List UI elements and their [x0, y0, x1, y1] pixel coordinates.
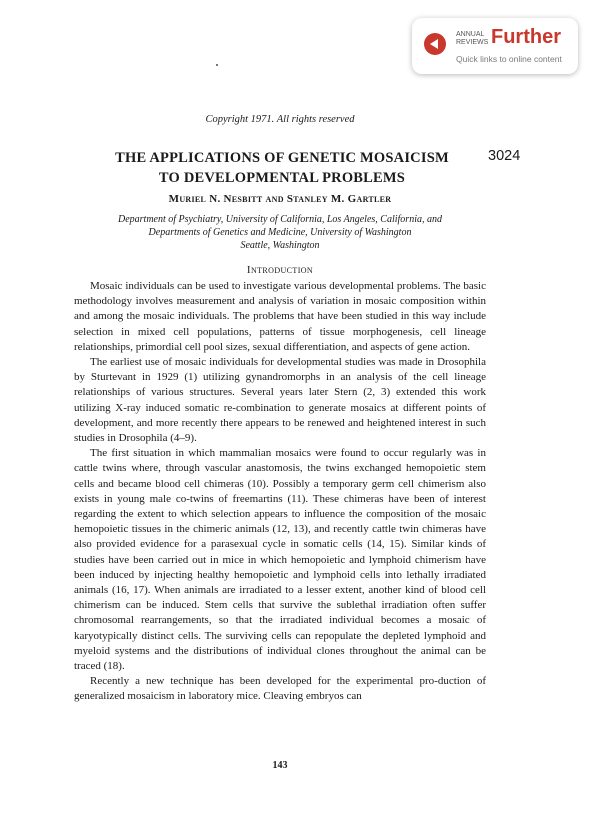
scan-speck [216, 64, 218, 66]
body-paragraph: Recently a new technique has been developed for the experimental pro-duction of generalized mosaicism in laboratory mice. Cleaving embryos can [74, 675, 486, 703]
page-number: 143 [272, 760, 288, 771]
article-title [52, 148, 512, 188]
article-number: 3024 [488, 148, 521, 164]
title-line-1: THE APPLICATIONS OF GENETIC MOSAICISM [115, 150, 449, 166]
annual-reviews-further-badge[interactable] [412, 18, 578, 74]
affiliation-line-1: Department of Psychiatry, University of California, Los Angeles, California, and [118, 214, 442, 225]
badge-subtitle: Quick links to online content [456, 54, 562, 64]
badge-line-annual: ANNUAL [456, 31, 485, 38]
title-line-2: TO DEVELOPMENTAL PROBLEMS [158, 170, 406, 186]
body-paragraph: The earliest use of mosaic individuals for developmental studies was made in Drosophila by Sturtevant in 1929 (1) utilizing gynandromorphs in an analysis of the cell lineage relationships of various structures. Several years later Stern (2, 3) extended this work utilizing X-ray induced somatic re-combination to generate mosaics at different points of development, and more recently there appears to be renewed and heightened interest in such studies in Drosophila (4–9). [74, 356, 486, 445]
badge-line-reviews: REVIEWS [456, 39, 489, 46]
body-paragraph: The first situation in which mammalian mosaics were found to occur regularly was in cattle twins where, through vascular anastomosis, the twins exchanged hemopoietic stem cells and became blood cell chimeras (10). Possibly a temporary germ cell chimerism also exists in young male co-twins of freemartins (11). These chimeras have been of interest regarding the extent to which selection appears to influence the composition of the mosaic hemopoietic tissues in the chimeric animals (12, 13), and recently cattle twin chimeras have also provided evidence for a parasexual cycle in somatic cells (14, 15). Similar kinds of studies have been carried out in mice in which hemopoietic and lymphoid chimerism have been induced by injecting healthy hemopoietic and lymphoid cells into lethally irradiated animals (16, 17). When animals are irradiated to a lesser extent, another kind of blood cell chimerism can be induced. Stem cells that survive the sublethal irradiation often suffer chromosomal rearrangements, so that the irradiated individual becomes a mosaic of karyotypically distinct cells. The surviving cells can repopulate the depleted lymphoid and myeloid systems and the distributions of individual clones throughout the animal can be traced (18). [74, 447, 486, 673]
section-heading: Introduction [246, 264, 314, 276]
affiliation-line-3: Seattle, Washington [240, 240, 320, 251]
badge-publisher-label [456, 31, 490, 47]
play-left-icon [424, 33, 446, 55]
article-authors: Muriel N. Nesbitt and Stanley M. Gartler [168, 193, 392, 205]
article-body [74, 279, 486, 705]
body-paragraph: Mosaic individuals can be used to investigate various developmental problems. The basic methodology involves measurement and analysis of variation in mosaic composition within and among the mosaic individuals. The problems that have been studied in this way include selection in mixed cell populations, patterns of tissue morphogenesis, cell lineage relationships, primordial cell pool sizes, sexual differentiation, and aspects of gene action. [74, 280, 486, 353]
author-affiliation [60, 213, 500, 252]
affiliation-line-2: Departments of Genetics and Medicine, University of Washington [148, 227, 412, 238]
copyright-notice: Copyright 1971. All rights reserved [205, 114, 355, 125]
badge-brand: Further [491, 26, 561, 48]
